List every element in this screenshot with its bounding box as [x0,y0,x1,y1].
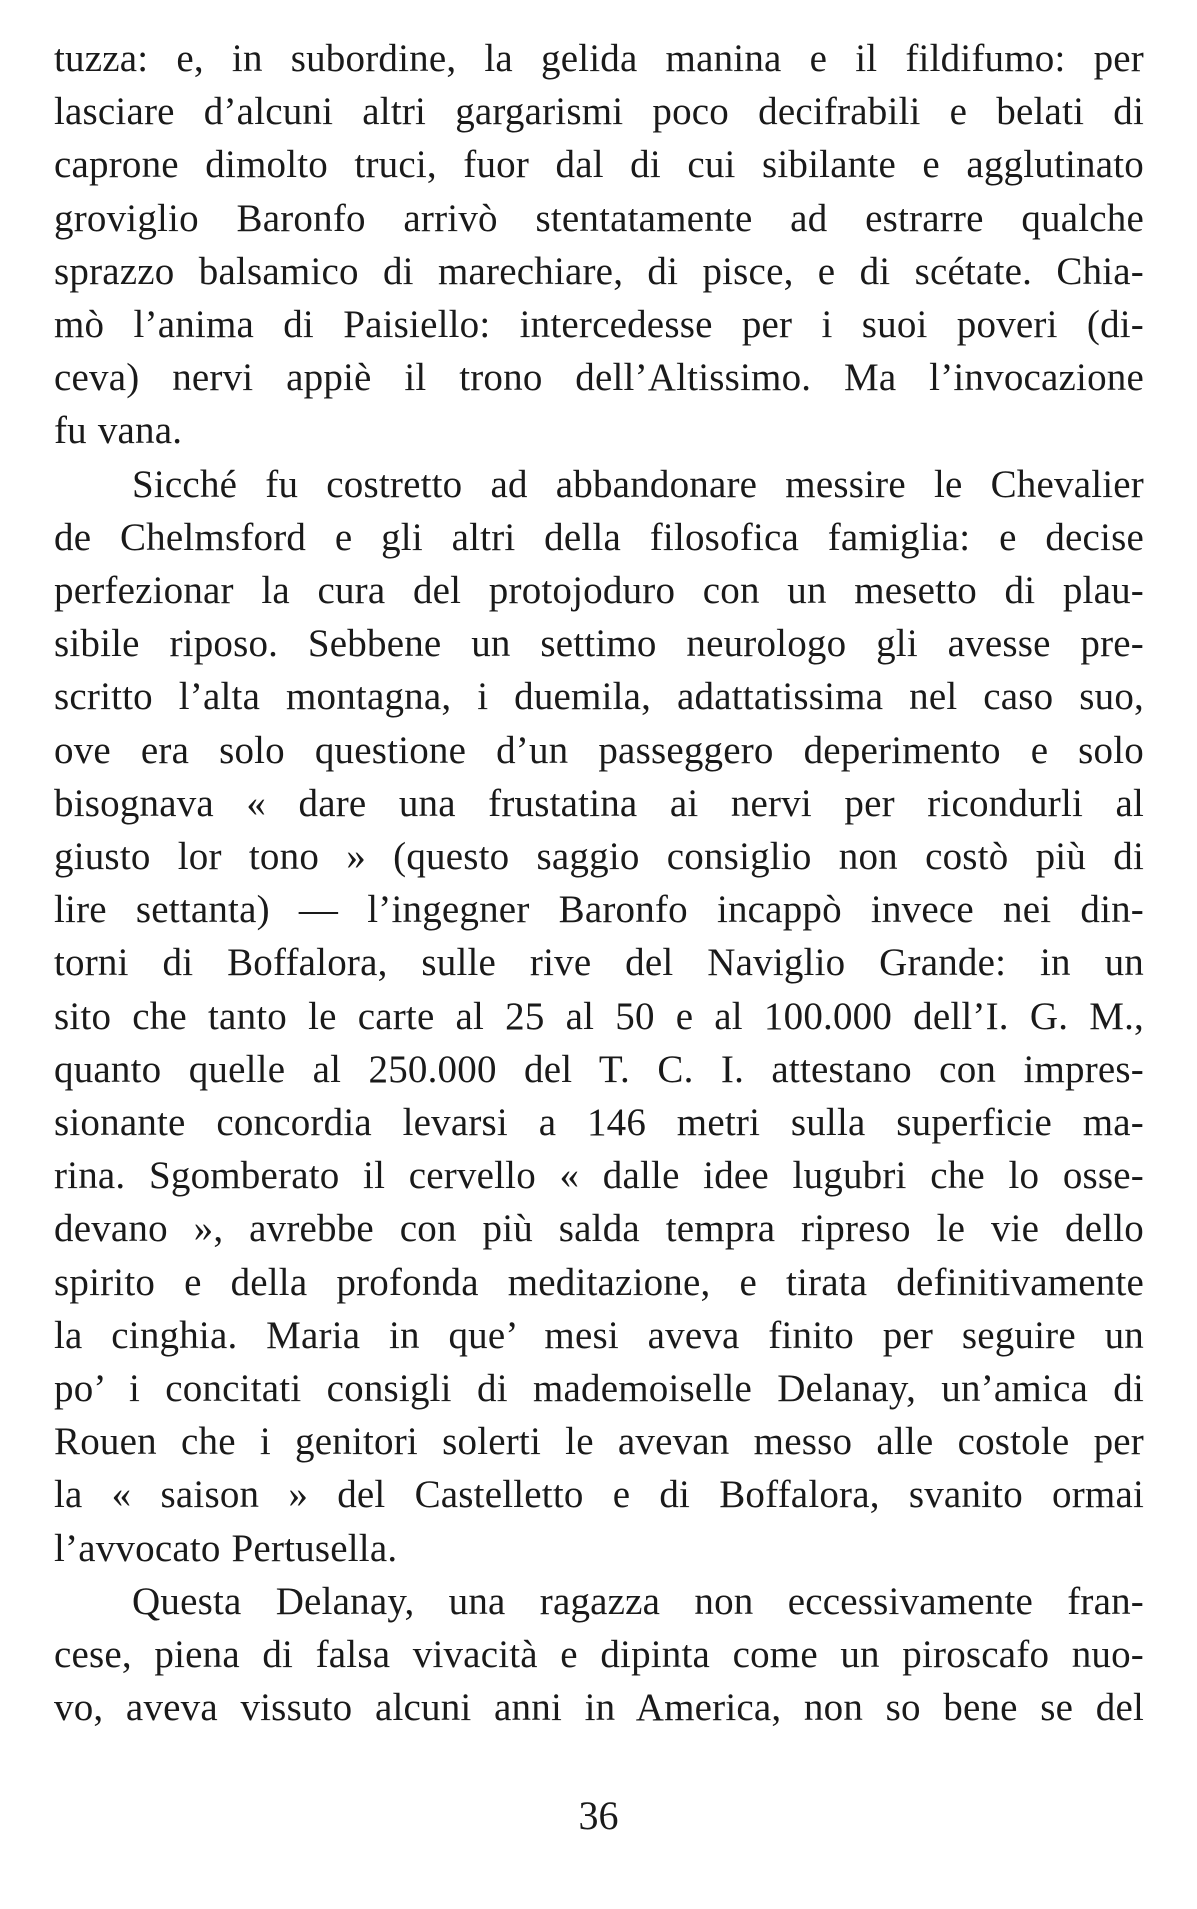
text-line: cese, piena di falsa vivacità e dipinta come un piroscafo nuo- [54,1633,1144,1677]
text-line: perfezionar la cura del protojoduro con un mesetto di plau- [54,569,1144,613]
text-line: devano », avrebbe con più salda tempra ripreso le vie dello [54,1207,1144,1251]
text-line: groviglio Baronfo arrivò stentatamente ad estrarre qualche [54,196,1144,240]
text-line: Rouen che i genitori solerti le avevan messo alle costole per [54,1420,1144,1464]
text-line: fu vana. [54,409,183,453]
text-line: quanto quelle al 250.000 del T. C. I. attestano con impres- [54,1047,1144,1091]
text-line: vo, aveva vissuto alcuni anni in America, non so bene se del [54,1686,1144,1730]
body-text [54,32,1144,1735]
text-line: ove era solo questione d’un passeggero deperimento e solo [54,728,1144,772]
paragraph-3 [54,1575,1144,1735]
text-line: Sicché fu costretto ad abbandonare messire le Chevalier [132,462,1144,506]
page-number: 36 [578,1793,619,1838]
text-line: sibile riposo. Sebbene un settimo neurologo gli avesse pre- [54,622,1144,666]
text-line: tuzza: e, in subordine, la gelida manina e il fildifumo: per [54,37,1144,80]
text-line: de Chelmsford e gli altri della filosofica famiglia: e decise [54,515,1144,559]
text-line: ceva) nervi appiè il trono dell’Altissimo. Ma l’invocazione [54,356,1144,400]
text-line: rina. Sgomberato il cervello « dalle idee lugubri che lo osse- [54,1154,1144,1198]
text-line: po’ i concitati consigli di mademoiselle Delanay, un’amica di [54,1367,1144,1411]
paragraph-1 [54,32,1144,458]
text-line: caprone dimolto truci, fuor dal di cui sibilante e agglutinato [54,143,1144,187]
text-line: la cinghia. Maria in que’ mesi aveva finito per seguire un [54,1313,1144,1357]
text-line: la « saison » del Castelletto e di Boffalora, svanito ormai [54,1473,1144,1517]
text-line: scritto l’alta montagna, i duemila, adattatissima nel caso suo, [54,675,1144,719]
text-line: sionante concordia levarsi a 146 metri sulla superficie ma- [54,1101,1144,1145]
text-line: giusto lor tono » (questo saggio consiglio non costò più di [54,835,1144,879]
text-line: lasciare d’alcuni altri gargarismi poco decifrabili e belati di [54,90,1144,134]
text-line: bisognava « dare una frustatina ai nervi per ricondurli al [54,781,1144,825]
text-line: sprazzo balsamico di marechiare, di pisce, e di scétate. Chia- [54,249,1144,293]
text-line: mò l’anima di Paisiello: intercedesse per i suoi poveri (di- [54,303,1144,347]
text-line: sito che tanto le carte al 25 al 50 e al 100.000 dell’I. G. M., [54,994,1144,1038]
text-line: spirito e della profonda meditazione, e tirata definitivamente [54,1260,1144,1304]
text-line: l’avvocato Pertusella. [54,1526,398,1570]
text-line: lire settanta) — l’ingegner Baronfo incappò invece nei din- [54,888,1144,932]
paragraph-2 [54,458,1144,1575]
text-line: torni di Boffalora, sulle rive del Naviglio Grande: in un [54,941,1144,985]
text-line: Questa Delanay, una ragazza non eccessivamente fran- [132,1579,1144,1623]
